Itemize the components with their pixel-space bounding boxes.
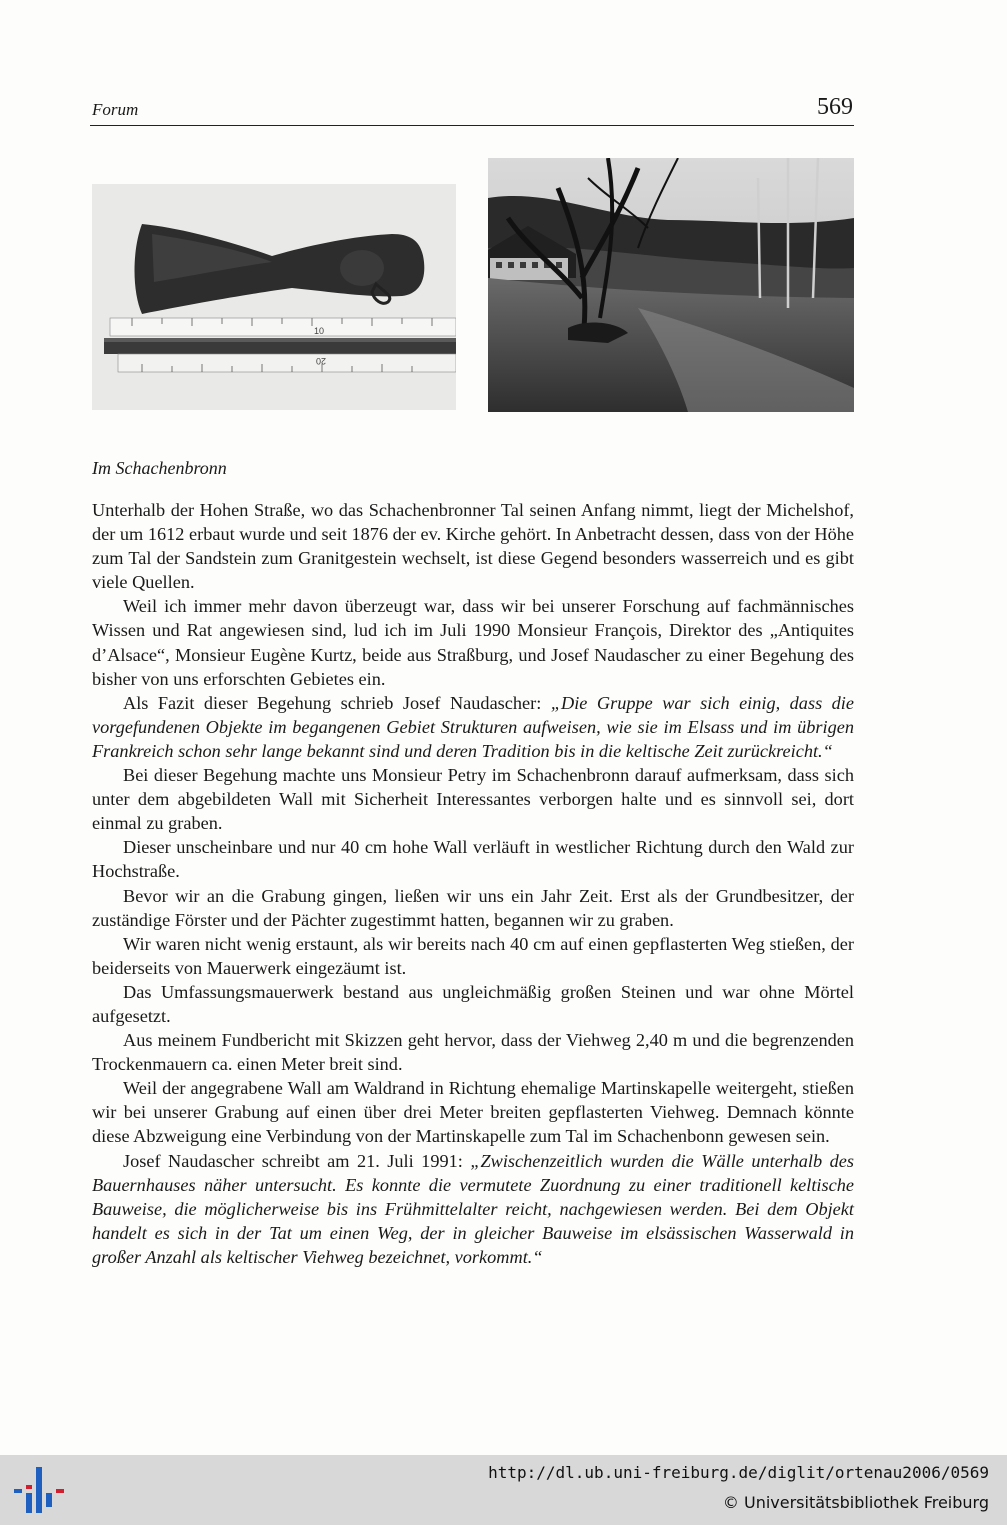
paragraph: Weil der angegrabene Wall am Waldrand in Richtung ehemalige Martinskapelle weitergeht, stießen wir bei unserer Grabung auf einen über drei Meter breiten gepflasterten Viehweg. Demnach könnte diese Abzweigung eine Verbindung von der Martinskapelle zum Tal im Schachenbonn gewesen sein. (92, 1078, 854, 1147)
page-number: 569 (817, 94, 853, 120)
paragraph: Dieser unscheinbare und nur 40 cm hohe Wall verläuft in westlicher Richtung durch den Wald zur Hochstraße. (92, 837, 854, 882)
source-url-link[interactable]: http://dl.ub.uni-freiburg.de/diglit/ortenau2006/0569 (488, 1463, 989, 1482)
library-logo-icon (14, 1465, 64, 1515)
running-header-section: Forum (92, 100, 139, 119)
header-rule (90, 125, 854, 126)
quote-intro: Als Fazit dieser Begehung schrieb Josef Naudascher: (123, 692, 551, 713)
ruler-lower-label: 20 (315, 356, 326, 366)
paragraph: Weil ich immer mehr davon überzeugt war, dass wir bei unserer Forschung auf fachmännisches Wissen und Rat angewiesen sind, lud ich im Juli 1990 Monsieur François, Direktor des „Antiquites d’Alsace“, Monsieur Eugène Kurtz, beide aus Straßburg, und Josef Naudascher zu einer Begehung des bisher von uns erforschten Gebietes ein. (92, 596, 854, 689)
quote-text: „Die Gruppe war sich einig, dass die vorgefundenen Objekte im begangenen Gebiet Strukturen aufweisen, wie sie im Elsass und im übrigen Frankreich schon sehr lange bekannt sind und deren Tradition bis in die keltische Zeit zurückreicht.“ (92, 692, 854, 761)
quote-paragraph (92, 1149, 854, 1269)
paragraph: Das Umfassungsmauerwerk bestand aus ungleichmäßig großen Steinen und war ohne Mörtel aufgesetzt. (92, 981, 854, 1026)
article-body (92, 498, 854, 1269)
quote-paragraph (92, 691, 854, 763)
paragraph: Bei dieser Begehung machte uns Monsieur Petry im Schachenbronn darauf aufmerksam, dass sich unter dem abgebildeten Wall mit Sicherheit Interessantes verborgen halte und es sinnvoll sei, dort einmal zu graben. (92, 765, 854, 834)
figure-caption: Im Schachenbronn (92, 458, 227, 478)
paragraph: Bevor wir an die Grabung gingen, ließen wir uns ein Jahr Zeit. Erst als der Grundbesitzer, der zuständige Förster und der Pächter zugestimmt hatten, begannen wir zu graben. (92, 885, 854, 930)
farmhouse-landscape-photo (488, 158, 854, 412)
paragraph: Unterhalb der Hohen Straße, wo das Schachenbronner Tal seinen Anfang nimmt, liegt der Michelshof, der um 1612 erbaut wurde und seit 1876 der ev. Kirche gehört. In Anbetracht dessen, dass von der Höhe zum Tal der Sandstein zum Granitgestein wechselt, ist diese Gegend besonders wasserreich und es gibt viele Quellen. (92, 500, 854, 593)
paragraph: Wir waren nicht wenig erstaunt, als wir bereits nach 40 cm auf einen gepflasterten Weg stießen, der beiderseits von Mauerwerk eingezäumt ist. (92, 933, 854, 978)
ruler-upper-label: 10 (314, 326, 325, 336)
quote-intro: Josef Naudascher schreibt am 21. Juli 1991: (123, 1150, 471, 1171)
copyright-text: © Universitätsbibliothek Freiburg (722, 1493, 989, 1512)
library-footer (0, 1455, 1007, 1525)
axe-photo (92, 184, 456, 410)
paragraph: Aus meinem Fundbericht mit Skizzen geht hervor, dass der Viehweg 2,40 m und die begrenzenden Trockenmauern ca. einen Meter breit sind. (92, 1030, 854, 1075)
quote-text: „Zwischenzeitlich wurden die Wälle unterhalb des Bauernhauses näher untersucht. Es konnte die vermutete Zuordnung zu einer traditionell keltische Bauweise, die möglicherweise bis ins Frühmittelalter reicht, nachgewiesen werden. Bei dem Objekt handelt es sich in der Tat um einen Weg, der in gleicher Bauweise im elsässischen Wasserwald in großer Anzahl als keltischer Viehweg bezeichnet, vorkommt.“ (92, 1150, 854, 1267)
